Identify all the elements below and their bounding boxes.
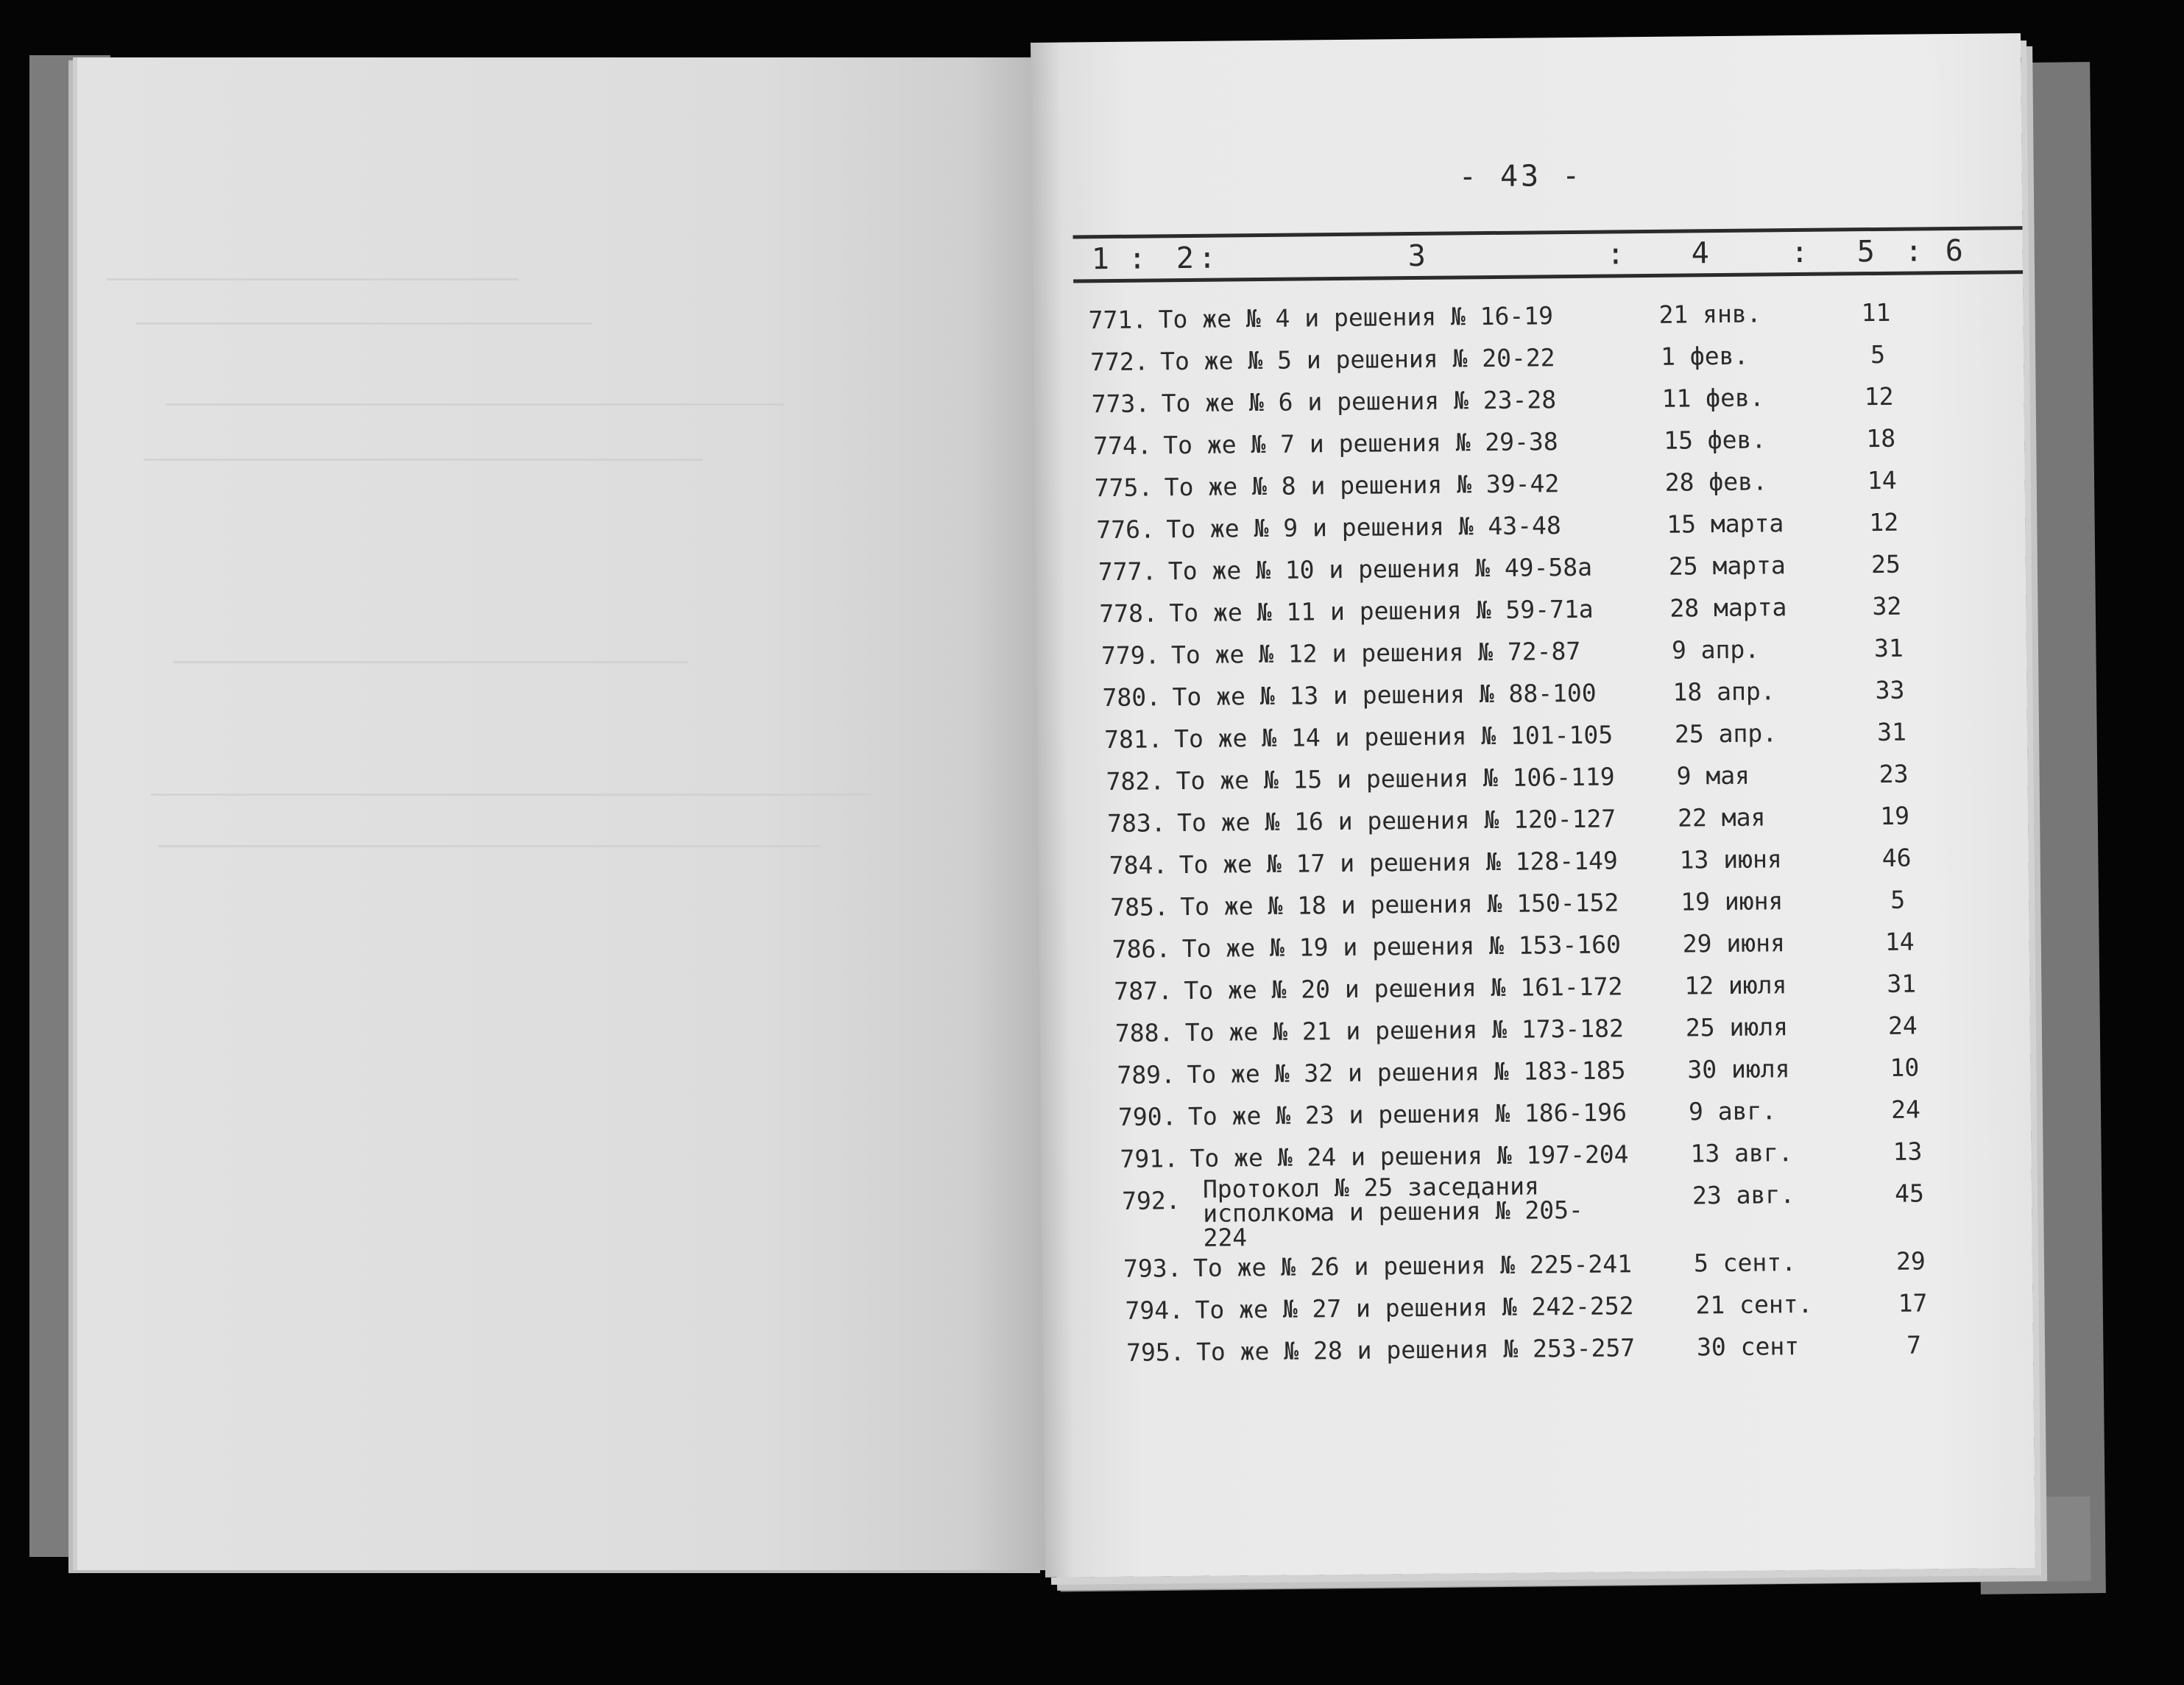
row-number: 775.	[1094, 473, 1153, 503]
row-sheet-count: 33	[1875, 675, 1905, 705]
row-description: То же № 17 и решения № 128-149	[1178, 846, 1618, 880]
row-description: То же № 23 и решения № 186-196	[1187, 1098, 1628, 1131]
row-number: 784.	[1109, 850, 1168, 880]
column-separator: :	[1790, 235, 1809, 270]
row-sheet-count: 13	[1893, 1137, 1923, 1166]
row-date: 28 марта	[1669, 593, 1787, 623]
row-date: 19 июня	[1681, 886, 1784, 916]
row-date: 9 мая	[1676, 760, 1750, 791]
row-sheet-count: 31	[1873, 633, 1904, 663]
column-header-3: 3	[1407, 239, 1427, 274]
row-description: То же № 14 и решения № 101-105	[1173, 720, 1614, 754]
row-date: 13 июня	[1679, 844, 1782, 875]
row-sheet-count: 45	[1894, 1179, 1925, 1208]
column-separator: :	[1128, 241, 1147, 276]
row-date: 21 янв.	[1658, 299, 1761, 329]
row-description: То же № 6 и решения № 23-28	[1161, 385, 1557, 418]
row-description: То же № 7 и решения № 29-38	[1163, 427, 1558, 460]
row-number: 786.	[1112, 934, 1171, 964]
row-number: 790.	[1117, 1102, 1177, 1131]
table-row	[1043, 1329, 2033, 1380]
row-number: 794.	[1125, 1296, 1184, 1325]
row-description: То же № 19 и решения № 153-160	[1181, 930, 1622, 964]
row-sheet-count: 18	[1866, 423, 1896, 453]
row-date: 13 авг.	[1690, 1138, 1793, 1168]
row-description: Протокол № 25 заседания исполкома и решения № 205-224	[1202, 1171, 1584, 1252]
column-header-4: 4	[1691, 236, 1710, 271]
row-date: 25 апр.	[1674, 718, 1778, 749]
row-date: 5 сент.	[1693, 1248, 1797, 1278]
row-date: 15 фев.	[1664, 425, 1767, 455]
row-sheet-count: 25	[1870, 549, 1901, 579]
row-number: 781.	[1103, 724, 1163, 755]
row-number: 787.	[1114, 976, 1173, 1006]
row-date: 25 марта	[1668, 551, 1786, 581]
row-sheet-count: 5	[1870, 339, 1886, 370]
bleed-through-line	[107, 278, 519, 280]
row-sheet-count: 11	[1861, 297, 1891, 328]
bleed-through-line	[151, 794, 872, 796]
row-number: 792.	[1121, 1186, 1181, 1215]
row-number: 780.	[1102, 682, 1162, 713]
row-sheet-count: 12	[1869, 507, 1899, 537]
row-date: 11 фев.	[1661, 383, 1764, 413]
column-header-2: 2	[1176, 241, 1195, 276]
table-row	[1042, 1171, 2032, 1252]
row-number: 777.	[1098, 557, 1157, 587]
right-page	[1031, 33, 2035, 1578]
row-number: 772.	[1089, 347, 1149, 377]
row-description: То же № 9 и решения № 43-48	[1166, 511, 1561, 544]
row-description: То же № 11 и решения № 59-71а	[1169, 594, 1594, 628]
column-header-1: 1	[1091, 241, 1110, 277]
row-sheet-count: 7	[1906, 1330, 1922, 1360]
row-number: 793.	[1123, 1254, 1182, 1283]
bleed-through-line	[173, 661, 688, 663]
row-description: То же № 21 и решения № 173-182	[1184, 1014, 1625, 1048]
row-number: 788.	[1114, 1018, 1174, 1048]
row-number: 791.	[1120, 1144, 1179, 1173]
row-sheet-count: 10	[1890, 1053, 1920, 1082]
row-number: 782.	[1106, 766, 1165, 796]
row-number: 773.	[1091, 389, 1151, 419]
column-header-5: 5	[1856, 235, 1876, 269]
row-date: 25 июля	[1685, 1012, 1789, 1042]
row-number: 785.	[1110, 892, 1169, 922]
row-sheet-count: 12	[1864, 381, 1894, 411]
row-description: То же № 13 и решения № 88-100	[1172, 678, 1597, 712]
row-sheet-count: 17	[1898, 1288, 1928, 1318]
row-description: То же № 27 и решения № 242-252	[1195, 1291, 1634, 1324]
row-date: 30 июля	[1687, 1054, 1790, 1084]
row-date: 23 авг.	[1692, 1180, 1795, 1210]
column-separator: :	[1606, 237, 1625, 272]
column-separator: :	[1904, 234, 1923, 269]
row-description: То же № 8 и решения № 39-42	[1164, 469, 1560, 502]
row-date: 9 апр.	[1671, 635, 1760, 665]
row-description: То же № 5 и решения № 20-22	[1159, 343, 1555, 376]
row-sheet-count: 5	[1890, 885, 1906, 914]
row-sheet-count: 19	[1880, 801, 1910, 830]
bleed-through-line	[144, 459, 703, 461]
row-number: 778.	[1099, 598, 1159, 629]
row-description: То же № 20 и решения № 161-172	[1184, 972, 1623, 1006]
row-date: 1 фев.	[1660, 341, 1749, 371]
row-date: 12 июля	[1684, 970, 1787, 1000]
row-description: То же № 15 и решения № 106-119	[1176, 762, 1615, 796]
bleed-through-line	[158, 845, 821, 847]
row-sheet-count: 31	[1887, 969, 1917, 998]
row-description: То же № 12 и решения № 72-87	[1170, 636, 1581, 670]
row-date: 29 июня	[1682, 928, 1786, 958]
row-description: То же № 18 и решения № 150-152	[1180, 888, 1619, 922]
row-date: 18 апр.	[1672, 677, 1775, 707]
row-sheet-count: 32	[1872, 591, 1902, 621]
column-header-6: 6	[1945, 233, 1964, 269]
row-sheet-count: 14	[1884, 927, 1915, 956]
row-description: То же № 4 и решения № 16-19	[1158, 301, 1554, 334]
page-number: - 43 -	[1458, 158, 1583, 194]
row-number: 789.	[1117, 1060, 1176, 1089]
row-number: 776.	[1096, 515, 1156, 545]
bleed-through-line	[166, 403, 784, 406]
row-number: 771.	[1088, 305, 1148, 335]
left-page-blank	[77, 57, 1049, 1570]
table-header-top-rule	[1073, 226, 2023, 239]
row-date: 30 сент	[1696, 1332, 1800, 1362]
row-description: То же № 26 и решения № 225-241	[1192, 1249, 1633, 1282]
row-description: То же № 10 и решения № 49-58а	[1167, 552, 1593, 586]
row-sheet-count: 14	[1867, 465, 1897, 495]
row-sheet-count: 31	[1876, 717, 1907, 747]
row-date: 22 мая	[1677, 802, 1766, 833]
row-number: 783.	[1106, 808, 1166, 838]
column-separator: :	[1198, 241, 1217, 275]
row-sheet-count: 23	[1879, 759, 1909, 788]
row-sheet-count: 24	[1890, 1095, 1921, 1124]
row-number: 779.	[1100, 640, 1160, 671]
inventory-table	[1031, 33, 2021, 1367]
row-sheet-count: 29	[1895, 1246, 1926, 1276]
row-sheet-count: 24	[1887, 1011, 1918, 1040]
row-description: То же № 16 и решения № 120-127	[1176, 804, 1616, 838]
row-description: То же № 28 и решения № 253-257	[1195, 1333, 1636, 1366]
bleed-through-line	[136, 322, 593, 325]
row-sheet-count: 46	[1881, 843, 1912, 872]
row-number: 795.	[1125, 1338, 1185, 1367]
row-number: 774.	[1093, 431, 1152, 461]
row-date: 28 фев.	[1664, 467, 1768, 497]
row-date: 15 марта	[1667, 509, 1784, 539]
row-description: То же № 24 и решения № 197-204	[1190, 1140, 1629, 1173]
row-date: 9 авг.	[1688, 1096, 1777, 1126]
row-date: 21 сент.	[1695, 1289, 1813, 1320]
row-description: То же № 32 и решения № 183-185	[1187, 1056, 1626, 1089]
